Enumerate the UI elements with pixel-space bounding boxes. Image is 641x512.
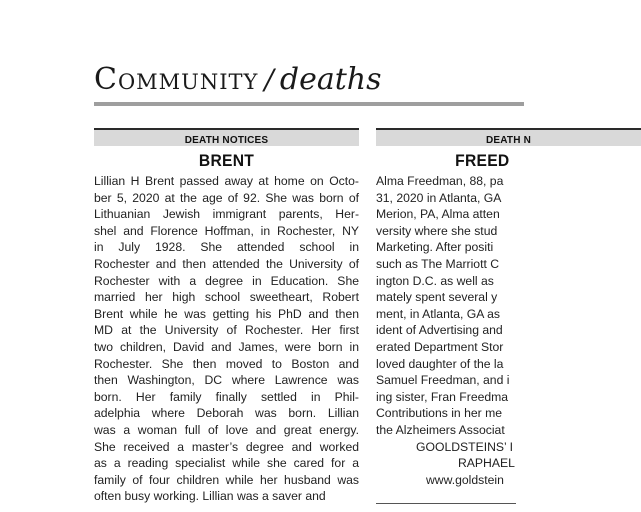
masthead-separator: / xyxy=(264,63,274,96)
notice-line: Marketing. After positi xyxy=(376,240,494,255)
notice-line: mately spent several y xyxy=(376,290,498,305)
notice-line: Brent while he was getting his PhD and then xyxy=(94,306,359,321)
column-header-label: DEATH N xyxy=(485,135,532,146)
column-header-bar xyxy=(94,128,359,146)
notice-line: family of four children while her husband was xyxy=(94,472,359,487)
notice-line: Rochester and then attended the University of xyxy=(94,256,359,271)
notice-line: two children, David and James, were born in xyxy=(94,339,359,354)
notice-line: Alma Freedman, 88, pa xyxy=(376,174,504,188)
notice-line: Rochester with a degree in Education. She xyxy=(94,273,359,288)
notice-line: such as The Marriott C xyxy=(376,256,500,271)
notice-line: Lithuanian Jewish immigrant parents, Her- xyxy=(94,207,359,222)
column-header-bar xyxy=(376,128,641,146)
notice-line: married her high school sweetheart, Robert xyxy=(94,290,359,305)
deceased-name: BRENT xyxy=(198,151,255,170)
funeral-home-website: www.goldstein xyxy=(426,472,504,487)
notice-line: often busy working. Lillian was a saver and xyxy=(94,489,326,504)
notice-line: ington D.C. as well as xyxy=(376,273,494,288)
notice-line: She received a master’s degree and worked xyxy=(94,439,359,454)
section-subtitle: deaths xyxy=(279,62,382,97)
notice-line: ment, in Atlanta, GA as xyxy=(376,306,500,321)
death-notice-column-left xyxy=(94,128,359,505)
notice-line: Samuel Freedman, and i xyxy=(376,373,510,388)
column-divider-rule xyxy=(376,503,516,504)
notice-line: Lillian H Brent passed away at home on Octo- xyxy=(94,174,359,188)
notice-line: then Washington, DC where Lawrence was xyxy=(94,373,359,388)
notice-line: as a reading specialist while she cared for a xyxy=(94,456,359,471)
masthead-rule xyxy=(94,102,524,106)
notice-line: ident of Advertising and xyxy=(376,323,503,338)
notice-line: ing sister, Fran Freedma xyxy=(376,389,509,404)
notice-line: was a woman full of love and great energy. xyxy=(94,422,359,437)
notice-line: 31, 2020 in Atlanta, GA xyxy=(376,190,502,205)
death-notice-column-right xyxy=(376,128,641,488)
notice-line: shel and Florence Hoffman, in Rochester, NY xyxy=(94,223,359,238)
notice-line: erated Department Stor xyxy=(376,339,504,354)
notice-line: in July 1928. She attended school in xyxy=(94,240,359,255)
notice-line: loved daughter of the la xyxy=(376,356,504,371)
section-masthead xyxy=(94,62,524,102)
deceased-name: FREED xyxy=(455,151,510,170)
notice-line: versity where she stud xyxy=(376,223,498,238)
notice-line: Contributions in her me xyxy=(376,406,502,421)
notice-line: Merion, PA, Alma atten xyxy=(376,207,500,222)
notice-line: adelphia where Deborah was born. Lillian xyxy=(94,406,359,421)
notice-line: ber 5, 2020 at the age of 92. She was born of xyxy=(94,190,359,205)
notice-line: born. Her family finally settled in Phil- xyxy=(94,389,359,404)
notice-line: the Alzheimers Associat xyxy=(376,422,505,437)
section-title: Community xyxy=(94,62,259,97)
column-header-label: DEATH NOTICES xyxy=(184,135,269,146)
funeral-home-name: GOOLDSTEINS’ I xyxy=(416,439,514,454)
notice-body xyxy=(94,173,359,505)
notice-body xyxy=(376,173,641,488)
funeral-home-location: RAPHAEL xyxy=(458,456,515,471)
notice-line: MD at the University of Rochester. Her first xyxy=(94,323,359,338)
notice-line: Rochester. She then moved to Boston and xyxy=(94,356,359,371)
